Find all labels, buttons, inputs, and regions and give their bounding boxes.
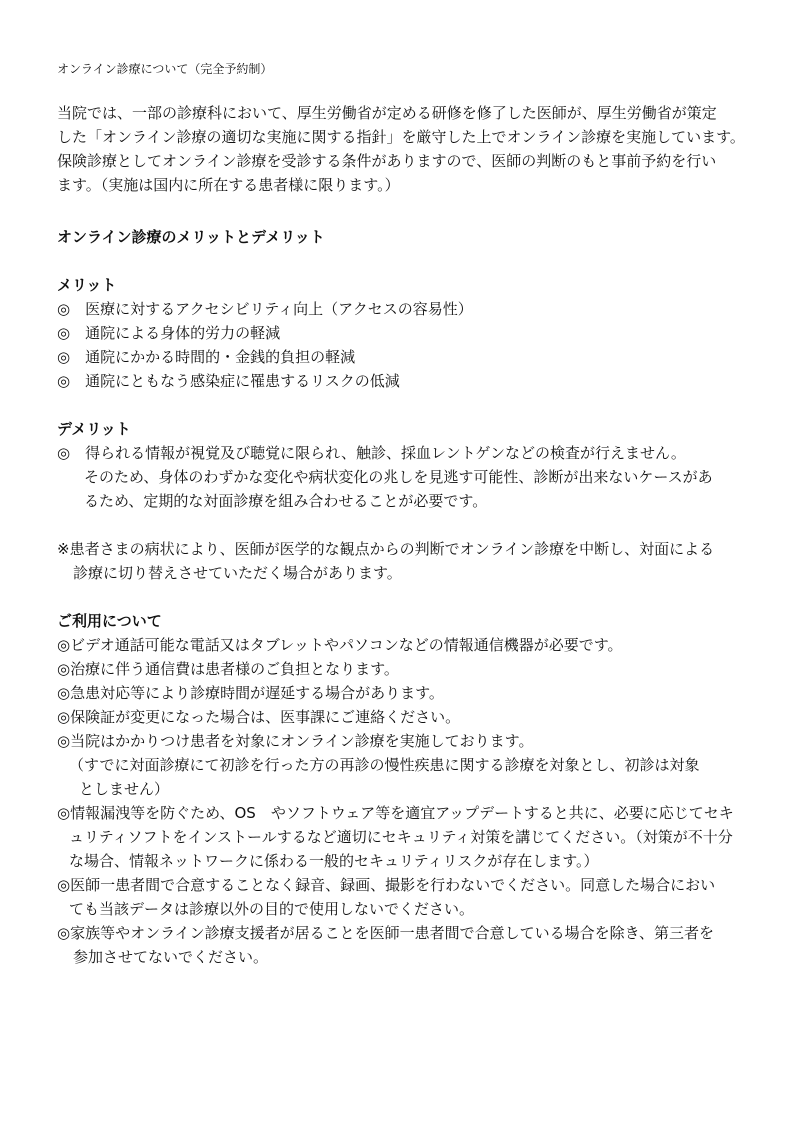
usage-item-cont: ュリティソフトをインストールするなど適切にセキュリティ対策を講じてください。（対策が不十分 <box>69 828 733 846</box>
usage-item: ◎保険証が変更になった場合は、医事課にご連絡ください。 <box>57 708 461 726</box>
demerits-title: デメリット <box>57 420 131 438</box>
usage-item: ◎医師一患者間で合意することなく録音、録画、撮影を行わないでください。同意した場合におい <box>57 876 716 894</box>
usage-item-cont: としません） <box>79 780 170 798</box>
note-line: ※患者さまの病状により、医師が医学的な観点からの判断でオンライン診療を中断し、対面による <box>57 540 715 558</box>
note-paragraph <box>57 537 757 585</box>
merit-item: ◎ 通院にかかる時間的・金銭的負担の軽減 <box>57 348 356 366</box>
demerits-list <box>57 441 757 513</box>
section-title: オンライン診療のメリットとデメリット <box>57 228 325 246</box>
usage-item: ◎情報漏洩等を防ぐため、OS やソフトウェア等を適宜アップデートすると共に、必要に応じてセキ <box>57 804 734 822</box>
usage-item: ◎当院はかかりつけ患者を対象にオンライン診療を実施しております。 <box>57 732 534 750</box>
merits-title: メリット <box>57 276 117 294</box>
demerit-item: ◎ 得られる情報が視覚及び聴覚に限られ、触診、採血レントゲンなどの検査が行えません。 <box>57 444 686 462</box>
usage-item-cont: （すでに対面診療にて初診を行った方の再診の慢性疾患に関する診療を対象とし、初診は対象 <box>69 756 700 774</box>
usage-item-cont: 参加させてないでください。 <box>73 948 269 966</box>
demerit-item-cont: るため、定期的な対面診療を組み合わせることが必要です。 <box>84 492 488 510</box>
merit-item: ◎ 通院にともなう感染症に罹患するリスクの低減 <box>57 372 400 390</box>
usage-item: ◎家族等やオンライン診療支援者が居ることを医師一患者間で合意している場合を除き、第三者を <box>57 924 715 942</box>
merits-list <box>57 297 757 393</box>
demerit-item-cont: そのため、身体のわずかな変化や病状変化の兆しを見逃す可能性、診断が出来ないケースがあ <box>84 468 713 486</box>
merit-item: ◎ 通院による身体的労力の軽減 <box>57 324 281 342</box>
intro-line: ます。（実施は国内に所在する患者様に限ります。） <box>57 176 400 194</box>
intro-line: した「オンライン診療の適切な実施に関する指針」を厳守した上でオンライン診療を実施しています。 <box>57 128 745 146</box>
intro-line: 当院では、一部の診療科において、厚生労働省が定める研修を修了した医師が、厚生労働省が策定 <box>57 104 717 122</box>
intro-paragraph <box>57 101 757 197</box>
usage-item-cont: な場合、情報ネットワークに係わる一般的セキュリティリスクが存在します。） <box>69 852 599 870</box>
usage-item: ◎ビデオ通話可能な電話又はタブレットやパソコンなどの情報通信機器が必要です。 <box>57 636 623 654</box>
usage-item: ◎治療に伴う通信費は患者様のご負担となります。 <box>57 660 399 678</box>
usage-title: ご利用について <box>57 612 162 630</box>
merit-item: ◎ 医療に対するアクセシビリティ向上（アクセスの容易性） <box>57 300 473 318</box>
usage-list <box>57 633 757 969</box>
usage-item-cont: ても当該データは診療以外の目的で使用しないでください。 <box>69 900 475 918</box>
note-line: 診療に切り替えさせていただく場合があります。 <box>73 564 402 582</box>
page-header: オンライン診療について（完全予約制） <box>57 62 273 76</box>
usage-item: ◎急患対応等により診療時間が遅延する場合があります。 <box>57 684 444 702</box>
intro-line: 保険診療としてオンライン診療を受診する条件がありますので、医師の判断のもと事前予約を行い <box>57 152 717 170</box>
